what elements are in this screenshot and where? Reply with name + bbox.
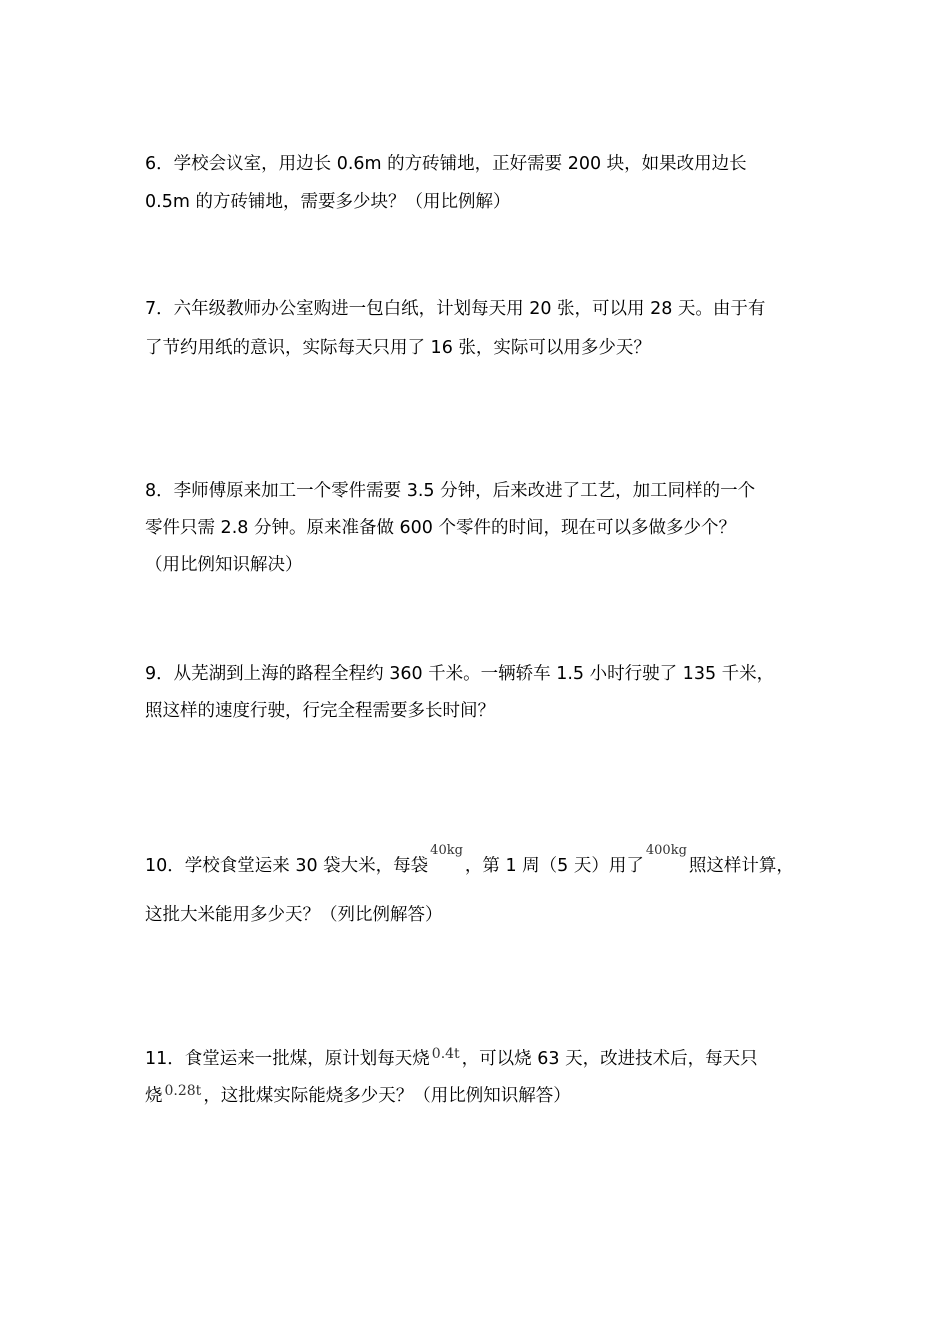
problem-9-line-1: 9．从芜湖到上海的路程全程约 360 千米。一辆轿车 1.5 小时行驶了 135 千米， bbox=[145, 664, 775, 684]
problem-10-quantity-used: 400kg bbox=[645, 843, 687, 858]
problem-11-text-a: 11．食堂运来一批煤，原计划每天烧 bbox=[145, 1049, 430, 1069]
problem-9-line-2: 照这样的速度行驶，行完全程需要多长时间？ bbox=[145, 701, 495, 721]
problem-11-quantity-actual: 0.28t bbox=[164, 1083, 202, 1099]
problem-8-line-3: （用比例知识解决） bbox=[145, 555, 303, 575]
problem-10-line-2: 这批大米能用多少天？（列比例解答） bbox=[145, 905, 443, 925]
problem-8-line-2: 零件只需 2.8 分钟。原来准备做 600 个零件的时间，现在可以多做多少个？ bbox=[145, 518, 736, 538]
problem-11-text-d: ，这批煤实际能烧多少天？（用比例知识解答） bbox=[203, 1086, 571, 1106]
problem-10-text-b: ，第 1 周（5 天）用了 bbox=[464, 856, 644, 876]
problem-11-line-1 bbox=[145, 1047, 758, 1072]
problem-10-line-1 bbox=[145, 843, 794, 880]
problem-7-line-1: 7．六年级教师办公室购进一包白纸，计划每天用 20 张，可以用 28 天。由于有 bbox=[145, 299, 766, 319]
problem-11-line-2 bbox=[145, 1084, 571, 1109]
problem-11-text-c: 烧 bbox=[145, 1086, 163, 1106]
problem-7-line-2: 了节约用纸的意识，实际每天只用了 16 张，实际可以用多少天？ bbox=[145, 338, 651, 358]
problem-6-line-2: 0.5m 的方砖铺地，需要多少块？（用比例解） bbox=[145, 192, 511, 212]
problem-11-text-b: ，可以烧 63 天，改进技术后，每天只 bbox=[461, 1049, 758, 1069]
problem-8-line-1: 8．李师傅原来加工一个零件需要 3.5 分钟，后来改进了工艺，加工同样的一个 bbox=[145, 481, 756, 501]
problem-10-text-c: 照这样计算， bbox=[688, 856, 794, 876]
problem-11-quantity-planned: 0.4t bbox=[431, 1046, 460, 1062]
problem-10-quantity-per-bag: 40kg bbox=[430, 843, 463, 858]
problem-6-line-1: 6．学校会议室，用边长 0.6m 的方砖铺地，正好需要 200 块，如果改用边长 bbox=[145, 154, 747, 174]
problem-10-text-a: 10．学校食堂运来 30 袋大米，每袋 bbox=[145, 856, 429, 876]
